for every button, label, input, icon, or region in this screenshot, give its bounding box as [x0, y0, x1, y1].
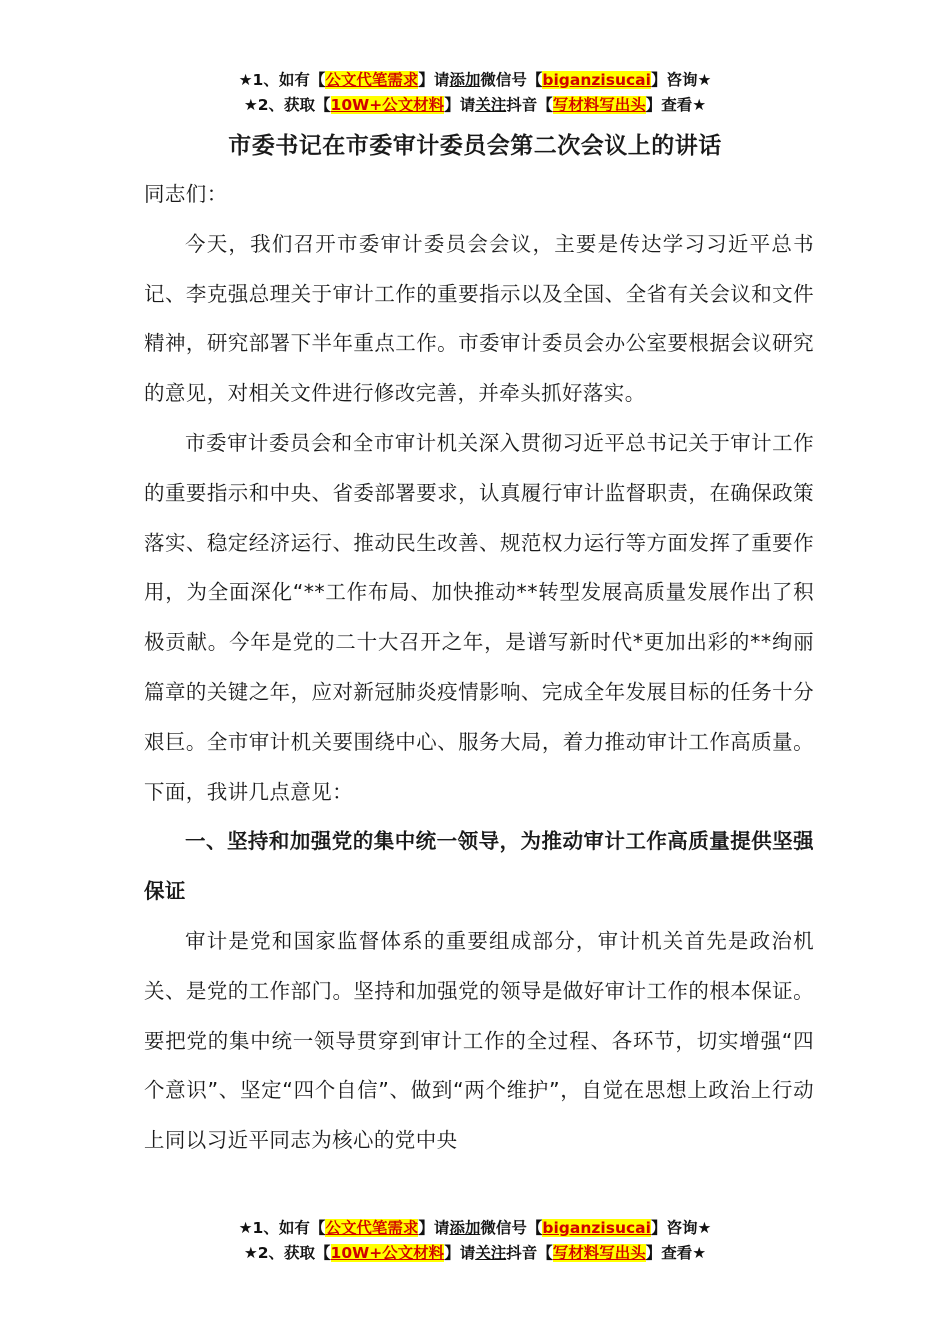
promo-line-2: ★2、获取【10W+公文材料】请关注抖音【写材料写出头】查看★ [243, 1244, 707, 1262]
document-title: 市委书记在市委审计委员会第二次会议上的讲话 [228, 133, 722, 159]
body-paragraph: 审计是党和国家监督体系的重要组成部分，审计机关首先是政治机关、是党的工作部门。坚持和加强党的领导是做好审计工作的根本保证。要把党的集中统一领导贯穿到审计工作的全过程、各环节，切实增强“四个意识”、坚定“四个自信”、做到“两个维护”，自觉在思想上政治上行动上同以习近平同志为核心的党中央 [144, 928, 814, 1153]
promo-line-2: ★2、获取【10W+公文材料】请关注抖音【写材料写出头】查看★ [243, 96, 707, 114]
body-paragraph: 市委审计委员会和全市审计机关深入贯彻习近平总书记关于审计工作的重要指示和中央、省委部署要求，认真履行审计监督职责，在确保政策落实、稳定经济运行、推动民生改善、规范权力运行等方面发挥了重要作用，为全面深化“**工作布局、加快推动**转型发展高质量发展作出了积极贡献。今年是党的二十大召开之年，是谱写新时代*更加出彩的**绚丽篇章的关键之年，应对新冠肺炎疫情影响、完成全年发展目标的任务十分艰巨。全市审计机关要围绕中心、服务大局，着力推动审计工作高质量。下面，我讲几点意见： [144, 430, 814, 804]
header-promo-banner [0, 68, 950, 118]
promo-highlight: 10W+公文材料 [330, 96, 445, 114]
promo-highlight: 公文代笔需求 [325, 1219, 419, 1237]
promo-highlight: 10W+公文材料 [330, 1244, 445, 1262]
section-heading: 一、坚持和加强党的集中统一领导，为推动审计工作高质量提供坚强保证 [144, 829, 814, 904]
promo-wechat-id: biganzisucai [542, 71, 651, 89]
promo-douyin-id: 写材料写出头 [552, 1244, 646, 1262]
document-body [144, 170, 814, 1166]
promo-wechat-id: biganzisucai [542, 1219, 651, 1237]
promo-douyin-id: 写材料写出头 [552, 96, 646, 114]
salutation: 同志们： [144, 182, 228, 206]
body-paragraph: 今天，我们召开市委审计委员会会议，主要是传达学习习近平总书记、李克强总理关于审计工作的重要指示以及全国、全省有关会议和文件精神，研究部署下半年重点工作。市委审计委员会办公室要根据会议研究的意见，对相关文件进行修改完善，并牵头抓好落实。 [144, 231, 814, 406]
promo-line-1: ★1、如有【公文代笔需求】请添加微信号【biganzisucai】咨询★ [238, 71, 712, 89]
promo-line-1: ★1、如有【公文代笔需求】请添加微信号【biganzisucai】咨询★ [238, 1219, 712, 1237]
promo-highlight: 公文代笔需求 [325, 71, 419, 89]
footer-promo-banner [0, 1216, 950, 1266]
